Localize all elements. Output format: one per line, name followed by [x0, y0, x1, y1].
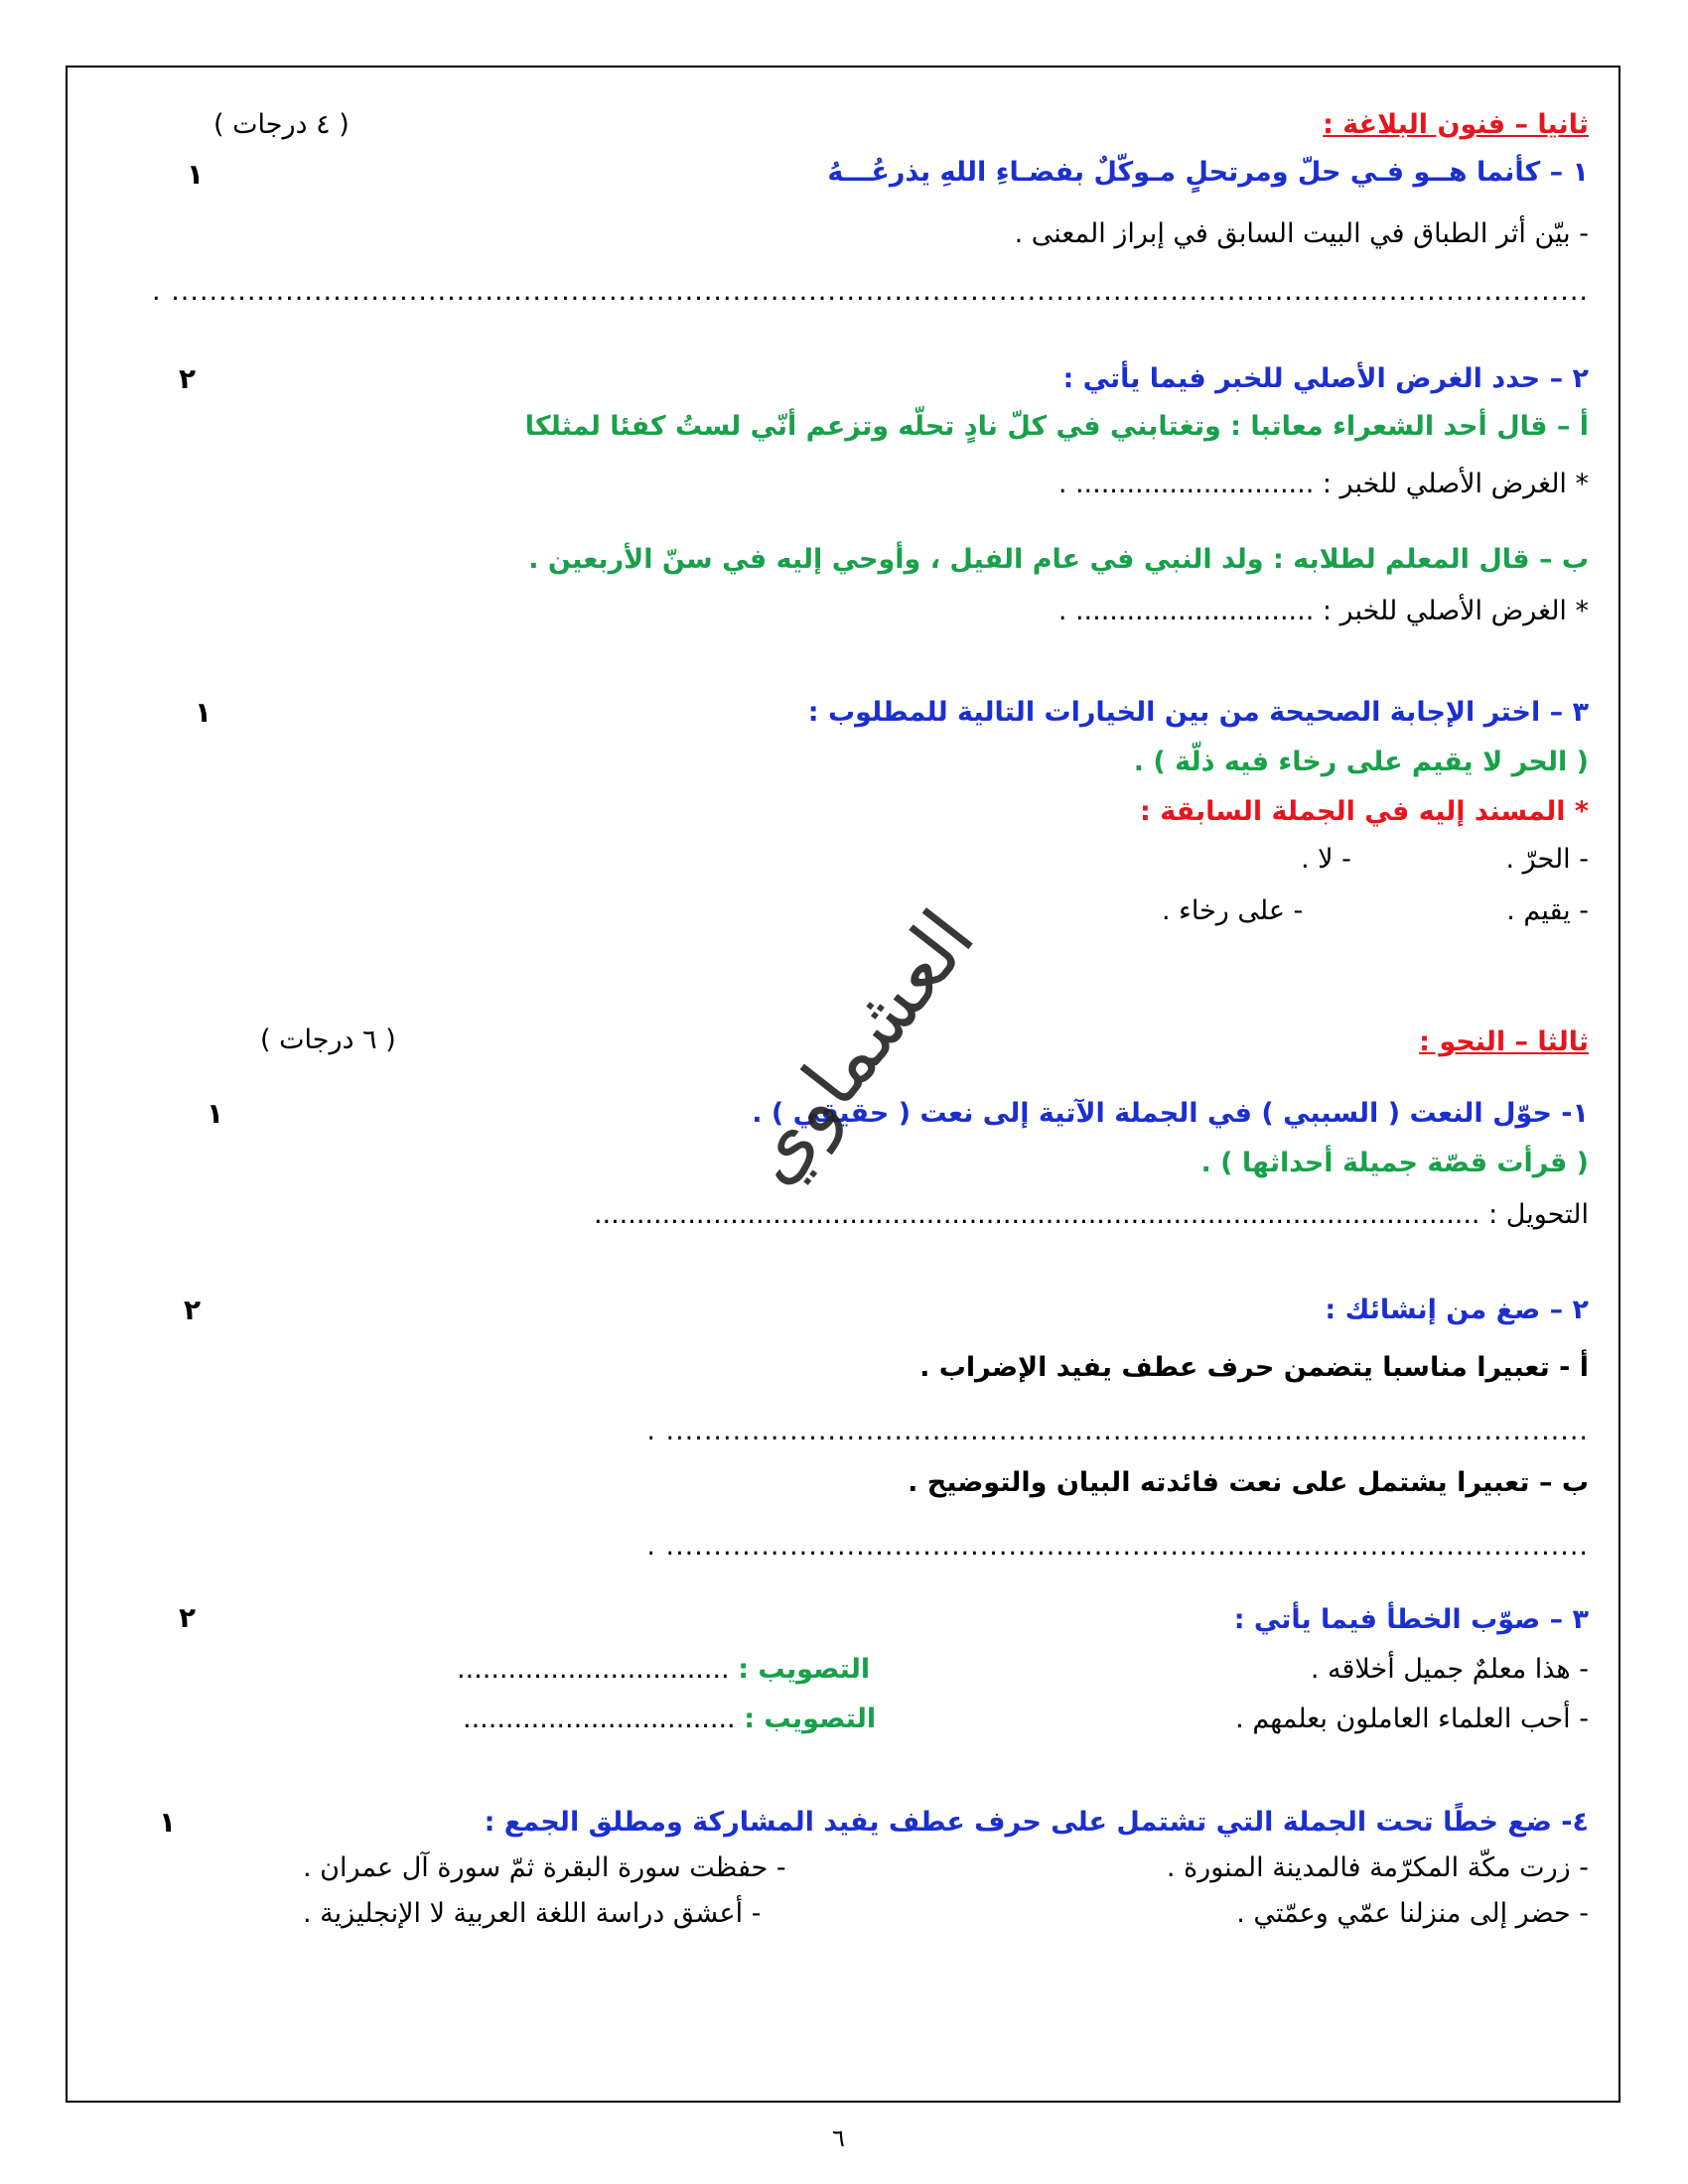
q2-title: ٢ – حدد الغرض الأصلي للخبر فيما يأتي : [1062, 363, 1589, 394]
nahw-q3-sentence-2: - أحب العلماء العاملون بعلمهم . [1235, 1704, 1589, 1734]
q2-mark: ٢ [179, 362, 197, 395]
nahw-q4-mark: ١ [159, 1806, 177, 1839]
q3-option-2[interactable]: - لا . [1301, 844, 1351, 875]
nahw-q1-title: ١- حوّل النعت ( السببي ) في الجملة الآتية إلى نعت ( حقيقي ) . [752, 1098, 1589, 1129]
q3-title: ٣ – اختر الإجابة الصحيحة من بين الخيارات التالية للمطلوب : [807, 697, 1589, 728]
fix-dots[interactable]: ................................ [463, 1704, 736, 1734]
nahw-q3-fix-2[interactable] [463, 1702, 876, 1737]
nahw-q2-a-line[interactable]: . ................................................................................................. [646, 1416, 1589, 1446]
q1-mark: ١ [187, 158, 205, 191]
nahw-q3-sentence-1: - هذا معلمٌ جميل أخلاقه . [1310, 1654, 1589, 1685]
q3-option-4[interactable]: - على رخاء . [1162, 895, 1304, 926]
section-grade-balagha: ( ٤ درجات ) [213, 109, 350, 140]
fix-dots[interactable]: ................................ [457, 1654, 730, 1685]
nahw-q4-option-1[interactable]: - زرت مكّة المكرّمة فالمدينة المنورة . [1166, 1852, 1589, 1883]
q3-sentence: ( الحر لا يقيم على رخاء فيه ذلّة ) . [1133, 747, 1589, 777]
nahw-q3-title: ٣ – صوّب الخطأ فيما يأتي : [1233, 1604, 1589, 1635]
nahw-q2-b-line[interactable]: . ................................................................................................. [646, 1531, 1589, 1562]
nahw-q4-title: ٤- ضع خطًا تحت الجملة التي تشتمل على حرف عطف يفيد المشاركة ومطلق الجمع : [484, 1807, 1589, 1838]
q1-verse: ١ – كأنما هــو فـي حلّ ومرتحلٍ مـوكّلٌ بفضـاءِ اللهِ يذرعُـــهُ [827, 157, 1589, 188]
q3-option-1[interactable]: - الحرّ . [1505, 844, 1589, 875]
q1-answer-line[interactable]: . ..................................................................................................................................................... [152, 276, 1589, 307]
nahw-q1-answer[interactable]: التحويل : ........................................................................................................ [593, 1199, 1589, 1230]
fix-label: التصويب : [744, 1704, 877, 1734]
nahw-q1-sentence: ( قرأت قصّة جميلة أحداثها ) . [1200, 1148, 1589, 1178]
nahw-q2-mark: ٢ [184, 1294, 202, 1326]
nahw-q3-fix-1[interactable] [457, 1652, 870, 1688]
page-number: ٦ [832, 2124, 845, 2152]
nahw-q2-a: أ - تعبيرا مناسبا يتضمن حرف عطف يفيد الإضراب . [919, 1352, 1589, 1383]
q2-a-text: أ – قال أحد الشعراء معاتبا : وتغتابني في كلّ نادٍ تحلّه وتزعم أنّي لستُ كفئا لمثلكا [524, 411, 1589, 442]
nahw-q2-title: ٢ – صغ من إنشائك : [1325, 1295, 1589, 1325]
nahw-q2-b: ب – تعبيرا يشتمل على نعت فائدته البيان والتوضيح . [908, 1467, 1589, 1498]
nahw-q1-mark: ١ [207, 1097, 224, 1130]
section-grade-nahw: ( ٦ درجات ) [260, 1024, 396, 1055]
q3-ask: * المسند إليه في الجملة السابقة : [1140, 796, 1589, 827]
section-title-balagha: ثانيا – فنون البلاغة : [1323, 109, 1589, 140]
fix-label: التصويب : [738, 1654, 871, 1685]
nahw-q3-mark: ٢ [179, 1601, 197, 1634]
q1-prompt: - بيّن أثر الطباق في البيت السابق في إبراز المعنى . [1014, 218, 1589, 249]
q3-mark: ١ [195, 696, 212, 729]
q2-b-answer[interactable]: * الغرض الأصلي للخبر : ............................ . [1057, 596, 1589, 626]
nahw-q4-option-3[interactable]: - حضر إلى منزلنا عمّي وعمّتي . [1236, 1898, 1589, 1929]
q2-b-text: ب – قال المعلم لطلابه : ولد النبي في عام الفيل ، وأوحي إليه في سنّ الأربعين . [528, 544, 1589, 575]
watermark: العشماوي [726, 894, 993, 1200]
nahw-q4-option-4[interactable]: - أعشق دراسة اللغة العربية لا الإنجليزية . [303, 1898, 762, 1929]
q2-a-answer[interactable]: * الغرض الأصلي للخبر : ............................ . [1057, 469, 1589, 499]
nahw-q4-option-2[interactable]: - حفظت سورة البقرة ثمّ سورة آل عمران . [303, 1852, 786, 1883]
section-title-nahw: ثالثا – النحو : [1419, 1026, 1589, 1057]
q3-option-3[interactable]: - يقيم . [1506, 895, 1589, 926]
